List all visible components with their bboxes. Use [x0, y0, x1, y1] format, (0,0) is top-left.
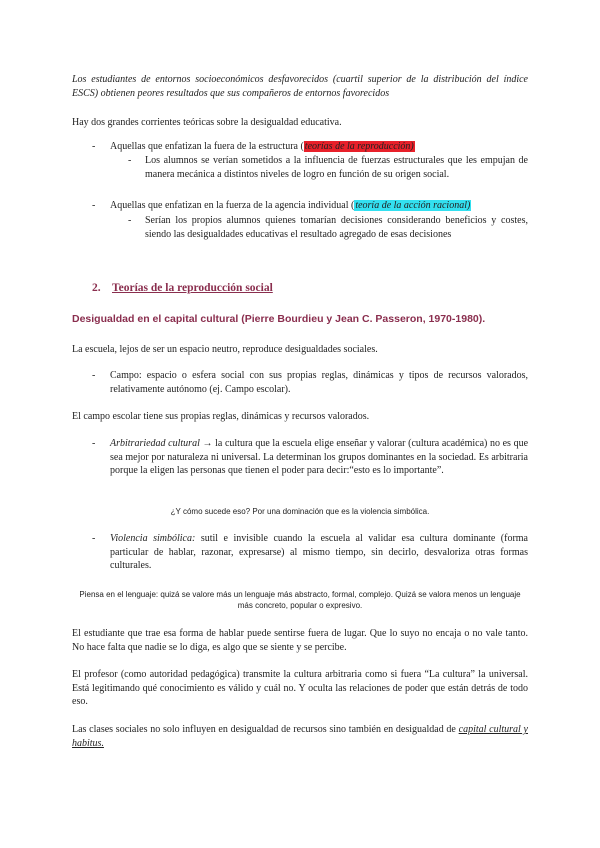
arrow-icon: →: [199, 438, 216, 449]
sub-bullet-estructura: Los alumnos se verían sometidos a la influencia de fuerzas estructurales que les empujan de manera mecánica a distintos niveles de logro en función de su origen social.: [145, 155, 528, 180]
bullet-agencia: [110, 199, 528, 213]
bullet-dash: -: [92, 141, 96, 152]
bullet-dash: -: [92, 200, 96, 211]
intro-paragraph: Los estudiantes de entornos socioeconómicos desfavorecidos (cuartil superior de la distribución del índice ESCS) obtienen peores resultados que sus compañeros de entornos favorecidos: [72, 74, 528, 99]
subheading: Desigualdad en el capital cultural (Pierre Bourdieu y Jean C. Passeron, 1970-1980).: [72, 313, 486, 325]
violencia-text: sutil e invisible cuando la escuela al validar esa cultura dominante (forma particular de hablar, razonar, expresarse) al mismo tiempo, sin decirlo, desvaloriza otras formas culturales.: [110, 533, 528, 571]
sub-bullet-dash: -: [128, 155, 132, 166]
clases-text: Las clases sociales no solo influyen en desigualdad de recursos sino también en desigualdad de: [72, 724, 459, 735]
arbitrariedad-term: Arbitrariedad cultural: [110, 438, 200, 449]
highlight-reproduccion: teorías de la reproducción): [304, 141, 414, 152]
profesor-paragraph: El profesor (como autoridad pedagógica) transmite la cultura arbitraria como si fuera “La cultura” la universal. Está legitimando qué conocimiento es válido y cuál no. Y oculta las relaciones de poder que están detrás de todo eso.: [72, 669, 528, 707]
violencia-term: Violencia simbólica:: [110, 533, 196, 544]
arbitrariedad-text: la cultura que la escuela elige enseñar y valorar (cultura académica) no es que sea mejor por naturaleza ni universal. La determinan los grupos dominantes en la sociedad. Es arbitraria porque la eligen las personas que tienen el poder para decir:“esto es lo importante”.: [110, 438, 529, 476]
estudiante-paragraph: El estudiante que trae esa forma de hablar puede sentirse fuera de lugar. Que lo suyo no encaja o no vale tanto. No hace falta que nadie se lo diga, es algo que se siente y se percibe.: [72, 628, 528, 653]
bullet-agencia-text: Aquellas que enfatizan en la fuerza de la agencia individual (: [110, 200, 355, 211]
note-lenguaje: Piensa en el lenguaje: quizá se valore más un lenguaje más abstracto, formal, complejo. Quizá se valora menos un lenguaje más concreto, popular o expresivo.: [79, 590, 521, 610]
heading-number: 2.: [92, 282, 101, 294]
capital-cultural-link: capital cultural y habitus.: [72, 724, 528, 749]
sub-bullet-agencia: Serían los propios alumnos quienes tomarían decisiones considerando beneficios y costes, siendo las desigualdades educativas el resultado agregado de esas decisiones: [145, 215, 528, 240]
note-violencia: ¿Y cómo sucede eso? Por una dominación que es la violencia simbólica.: [170, 507, 430, 516]
bullet-campo: Campo: espacio o esfera social con sus propias reglas, dinámicas y tipos de recursos valorados, relativamente autónomo (ej. Campo escolar).: [110, 370, 528, 395]
bullet-arbitrariedad: [110, 437, 528, 478]
corrientes-paragraph: Hay dos grandes corrientes teóricas sobre la desigualdad educativa.: [72, 117, 342, 128]
bullet-dash: -: [92, 438, 96, 449]
clases-paragraph: [72, 723, 528, 750]
section-heading: [92, 282, 273, 294]
campo-escolar-paragraph: El campo escolar tiene sus propias reglas, dinámicas y recursos valorados.: [72, 411, 370, 422]
sub-bullet-dash: -: [128, 215, 132, 226]
bullet-violencia: [110, 532, 528, 573]
bullet-estructura-text: Aquellas que enfatizan la fuera de la estructura (: [110, 141, 304, 152]
escuela-paragraph: La escuela, lejos de ser un espacio neutro, reproduce desigualdades sociales.: [72, 344, 378, 355]
bullet-dash: -: [92, 370, 96, 381]
heading-text: Teorías de la reproducción social: [112, 282, 273, 294]
bullet-estructura: [110, 140, 528, 154]
highlight-accion-racional: teoría de la acción racional): [355, 200, 471, 211]
bullet-dash: -: [92, 533, 96, 544]
